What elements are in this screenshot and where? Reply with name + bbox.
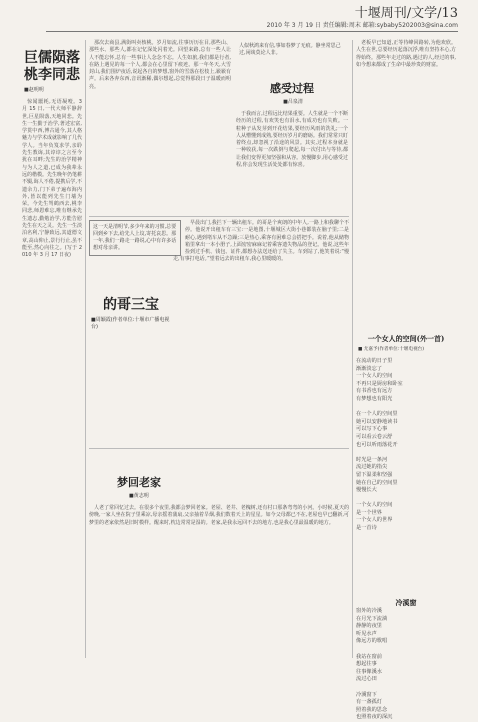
article-bottom-body <box>89 505 349 527</box>
poem-line: 有一盏孤灯 <box>356 699 382 706</box>
poem-one-byline: ■ 尤嘉予(作者单位:十堰电视台) <box>358 347 425 352</box>
section-divider <box>89 216 349 217</box>
article-mid-lower-paragraph: 早晨出门,我拦下一辆出租车。的哥是个爽朗的中年人,一路上和我聊个不停。他说开出租车有三宝:一是地图,十堰城区大街小巷都装在脑子里;二是耐心,遇到堵车从不急躁;三是热心,乘客有困难总会搭把手。说着,他从储物箱里拿出一本小册子,上面密密麻麻记着乘客遗失物品的登记。他说,这些年捡到过手机、钱包、证件,都想办法送还给了失主。车到站了,他笑着说:“慢走,有事打电话。”望着远去的出租车,我心里暖暖的。 <box>173 220 349 263</box>
poem-line: 冷溪窗下 <box>356 691 377 698</box>
article-left <box>22 40 82 660</box>
poem-line: 想起往事 <box>356 661 377 668</box>
poem-line: 她可以安静地读书 <box>356 418 398 425</box>
poem-line: 有梦想也有阳光 <box>356 395 393 402</box>
poem-line: 留下温柔和坚强 <box>356 471 393 478</box>
article-mid-top-body <box>89 40 231 91</box>
article-center-byline: ■吕泉清 <box>283 99 303 105</box>
poem-line: 在一个人的空间里 <box>356 411 398 418</box>
poem-line: 静静的夜里 <box>356 623 382 630</box>
pull-quote <box>236 40 348 76</box>
article-left-byline: ■赵明明 <box>24 87 44 93</box>
poem-line: 不再只是厨房和卧室 <box>356 380 403 387</box>
article-center-title: 感受过程 <box>270 82 314 95</box>
article-mid-top <box>89 40 231 210</box>
poem-line: 时光是一条河 <box>356 456 388 463</box>
poem-line: 流过她的指尖 <box>356 464 388 471</box>
article-bottom <box>89 452 349 658</box>
article-mid-lower <box>89 220 349 445</box>
dateline: 2010 年 3 月 19 日 责任编辑:周末 邮箱:sybaby5202003@sina.com <box>266 22 458 29</box>
publication-title: 十堰周刊/文学/13 <box>354 6 458 21</box>
poem-line: 在月光下流淌 <box>356 615 388 622</box>
article-bottom-paragraph: 人老了常回忆过去。在很多个夜里,我都会梦回老家。老屋、老井、老槐树,还有村口那条弯弯的小河。小时候,夏天的傍晚,一家人坐在院子里乘凉,母亲摇着蒲扇,父亲抽着旱烟,我们数着天上的星星。如今父母都已不在,老屋也早已翻新,可梦里的老家依然是旧时模样。醒来时,枕边常常是湿的。老家,是我永远回不去的地方,也是我心里最温暖的地方。 <box>89 505 349 526</box>
poem-line: 也可以听雨落花开 <box>356 441 398 448</box>
poem-line: 她在自己的空间里 <box>356 479 398 486</box>
article-mid-lower-title: 的哥三宝 <box>103 297 159 313</box>
article-right-top <box>356 40 456 190</box>
poem-one-lines <box>356 358 456 533</box>
poem-line <box>356 646 456 654</box>
column-divider <box>352 40 353 658</box>
poem-line: 是一首诗 <box>356 525 377 532</box>
poem-line: 有书香也有远方 <box>356 388 393 395</box>
pull-quote-text: 人似秋鸿来有信,事如春梦了无痕。静坐常思己过,闲谈莫论人非。 <box>239 43 341 56</box>
article-bottom-title: 梦回老家 <box>117 476 161 489</box>
poem-line: 是一个世界 <box>356 509 382 516</box>
poem-line: 像远方的歌唱 <box>356 638 388 645</box>
poem-line: 一个女人的空间 <box>356 502 393 509</box>
poem-one-title: 一个女人的空间(外一首) <box>367 334 445 343</box>
article-right-top-paragraph: 老板早已知道,正等待峰回路转,为他欢欣。人生在世,总要经历起落沉浮,唯有坚持本心,方得始终。那些年走过的路,遇过的人,经过的事,如今想来都成了生命中最珍贵的财富。 <box>356 40 456 68</box>
poem-line: 慢慢长大 <box>356 487 377 494</box>
section-divider <box>89 448 349 449</box>
article-center-paragraph: 于我而言,过程远比结果重要。人生就是一个不断经历的过程,有欢笑也有泪水,有成功也有失败。一粒种子从发芽到开花结果,要经历风雨的洗礼;一个人从懵懂到成熟,要经历岁月的磨砺。我们常常只盯着终点,却忽视了沿途的风景。其实,过程本身就是一种收获,每一次跌倒与爬起,每一次付出与等待,都让我们变得更加坚强和从容。放慢脚步,用心感受过程,你会发现生活处处都有惊喜。 <box>236 111 348 169</box>
article-left-body <box>22 99 82 260</box>
article-bottom-byline: ■黄志明 <box>129 493 149 499</box>
article-left-title-line1: 巨儒陨落 <box>24 50 80 66</box>
article-center <box>236 80 348 210</box>
poem-line: 一个女人的世界 <box>356 517 393 524</box>
poem-line: 渐渐淡忘了 <box>356 365 382 372</box>
poem-line: 也照着夜的深沉 <box>356 714 393 721</box>
poem-line <box>356 449 456 457</box>
poem-line: 可以写下心事 <box>356 426 388 433</box>
poem-line: 在流动的日子里 <box>356 358 393 364</box>
article-mid-lower-lead: 这一天是清明节,多少年来的习惯,总要回到乡下去,给先人上坟,寄托哀思。那一年,我们一路走一路说,心中有许多话想对母亲讲。 <box>89 220 181 256</box>
poem-line: 流过心田 <box>356 676 377 683</box>
poem-line: 我站在窗前 <box>356 653 382 660</box>
poem-one <box>356 334 456 596</box>
poem-two <box>356 598 456 721</box>
header-rule <box>46 31 458 32</box>
column-divider <box>85 40 86 658</box>
article-left-paragraph: 惊闻噩耗,无语凝噎。3 月 15 日,一代大师平静辞世,巨星陨落,天地同悲。先生一生勤于治学,著述宏富,学贯中西,博古通今,其人格魅力与学术成就影响了几代学人。当年负笈求学,亲聆先生教诲,其谆谆之言至今犹在耳畔;先生的治学精神与为人之道,已成为我辈永远的楷模。先生晚年仍笔耕不辍,诲人不倦,提携后学,不遗余力,门下弟子遍布海内外,皆以能列先生门墙为荣。今先生驾鹤西去,桃李同悲,师恩难忘,唯有继承先生遗志,勤勉治学,方能告慰先生在天之灵。先生一生淡泊名利,宁静致远,其道德文章,高山仰止,景行行止,虽不能至,然心向往之。(写于 2010 年 3 月 17 日夜) <box>22 99 83 259</box>
article-right-top-body <box>356 40 456 69</box>
poem-line: 窗外的冷溪 <box>356 608 382 614</box>
poem-line: 照着我的思念 <box>356 706 388 713</box>
poem-line: 可以看云卷云舒 <box>356 433 393 440</box>
poem-line <box>356 684 456 692</box>
article-mid-top-paragraph: 那次去商县,满街叫卖核桃。岁月如流,往事历历在目,那些山、那些水、那些人,都在记忆深处闪着光。回望来路,总有一些人让人不能忘怀,总有一些事让人念念不忘。人生如旅,我们都是行者,在路上遇见的每一个人,都会在心里留下痕迹。那一年冬天,大雪封山,我们围炉夜话,说起各自的梦想,窗外的雪落在松枝上,簌簌有声。后来各奔东西,音讯渐稀,偶尔想起,总觉得那段日子温暖而明亮。 <box>89 40 231 90</box>
poem-two-title: 冷溪窗 <box>395 598 417 607</box>
poem-line: 一个女人的空间 <box>356 373 393 380</box>
article-center-body <box>236 111 348 169</box>
poem-line: 听见水声 <box>356 630 377 637</box>
poem-two-lines <box>356 608 456 722</box>
poem-line: 往事像溪水 <box>356 668 382 675</box>
article-mid-lower-byline: ■周颖霞(作者单位:十堰市广播电视台) <box>91 317 170 330</box>
page-header <box>0 0 478 36</box>
article-left-title-line2: 桃李同悲 <box>24 67 80 83</box>
